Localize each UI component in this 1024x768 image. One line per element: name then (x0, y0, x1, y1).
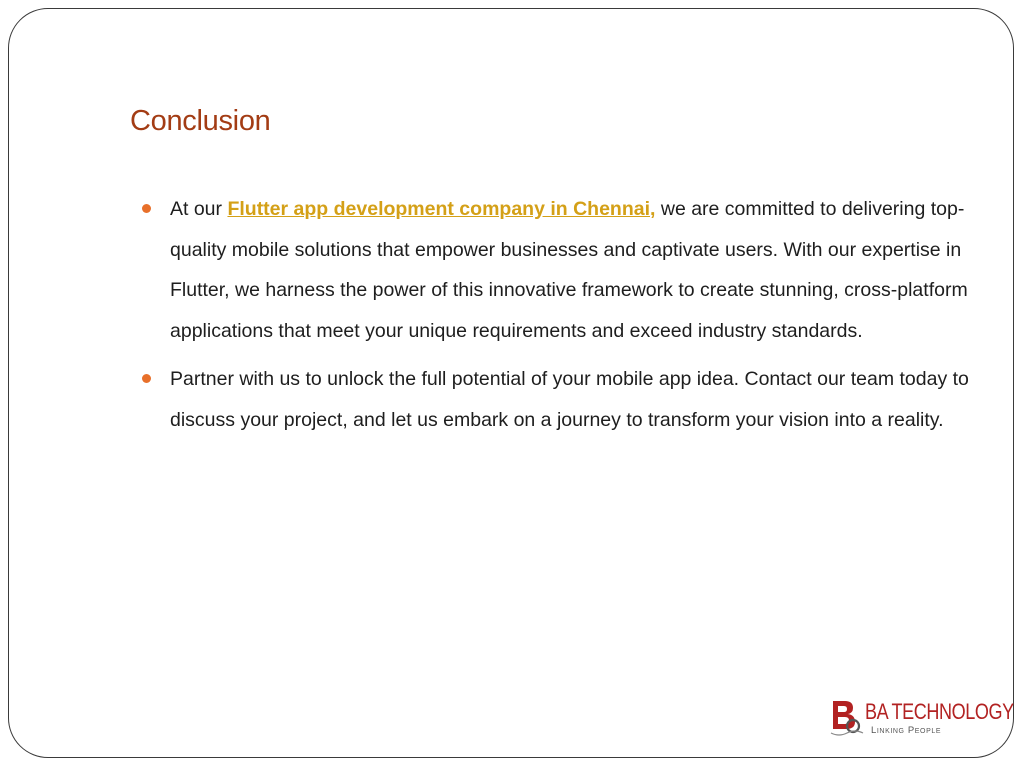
bullet-1-text-start: At our (170, 198, 228, 220)
ba-logo-mark-icon (829, 699, 865, 739)
bullet-1-text-end: we are committed to delivering top-quality mobile solutions that empower businesses and captivate users. With our expertise in Flutter, we harness the power of this innovative framework to create stunning, cross-platform applications that meet your unique requirements and exceed industry standards. (170, 198, 968, 342)
bullet-item-2 (142, 359, 982, 440)
logo-tagline: Linking People (871, 725, 942, 736)
bullet-item-1 (142, 189, 982, 351)
flutter-company-link[interactable]: Flutter app development company in Chennai, (227, 198, 656, 220)
logo-brand-name: BA TECHNOLOGY (865, 699, 1014, 724)
slide-frame (8, 8, 1014, 758)
bullet-dot-icon (142, 204, 151, 213)
bullet-dot-icon (142, 374, 151, 383)
ba-technology-logo (829, 699, 1014, 741)
slide-title: Conclusion (130, 105, 271, 137)
bullet-2-text: Partner with us to unlock the full potential of your mobile app idea. Contact our team today to discuss your project, and let us embark on a journey to transform your vision into a reality. (170, 368, 969, 431)
bullet-list (142, 189, 982, 448)
